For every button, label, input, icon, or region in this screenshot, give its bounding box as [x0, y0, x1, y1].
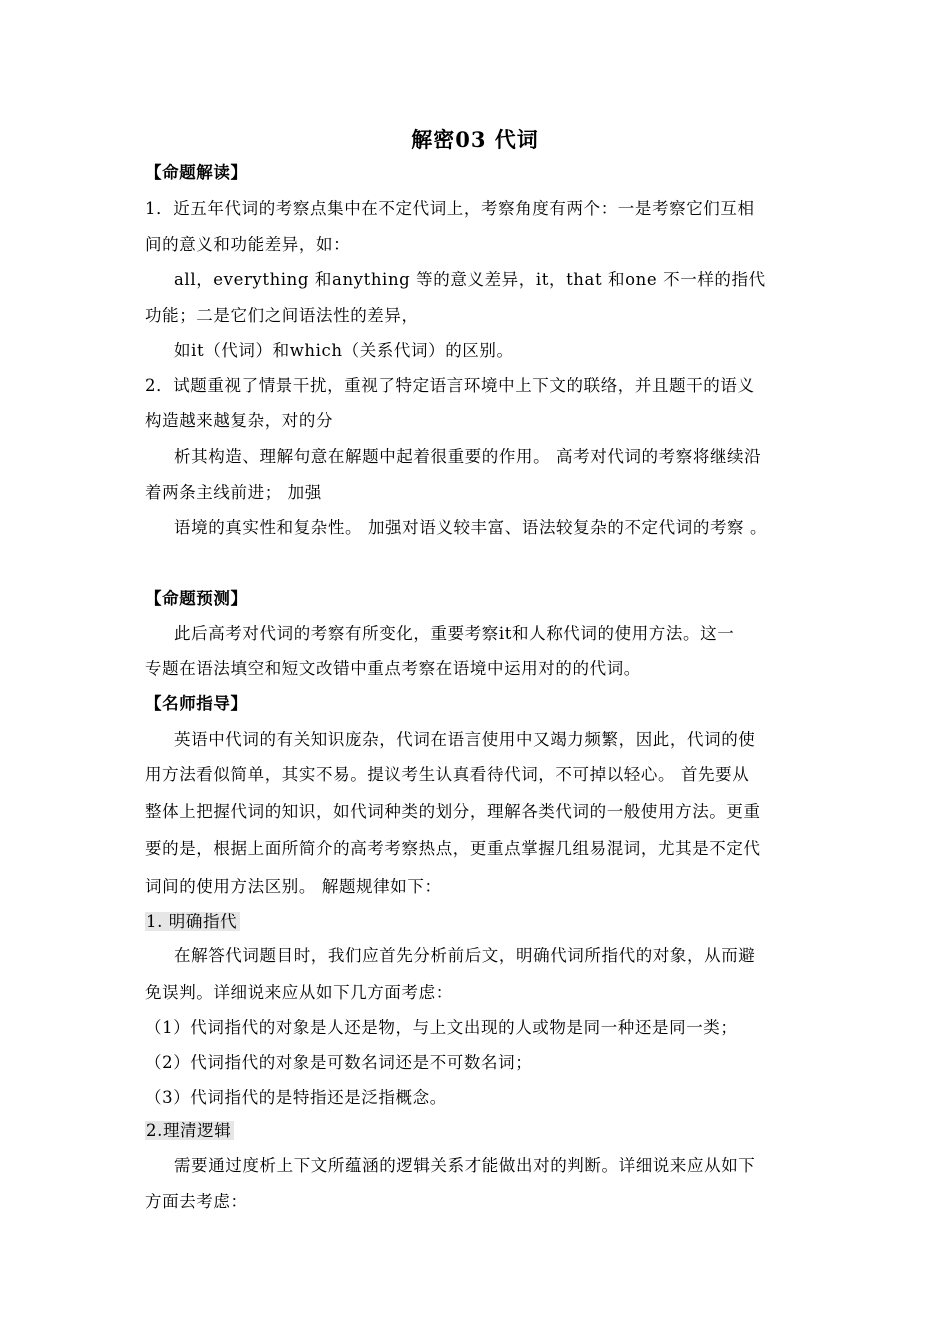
- paragraph-line: 需要通过度析上下文所蕴涵的逻辑关系才能做出对的判断。详细说来应从如下: [174, 1156, 756, 1175]
- paragraph-line: all，everything 和anything 等的意义差异，it，that 和one 不一样的指代: [174, 270, 766, 289]
- list-item: （2）代词指代的对象是可数名词还是不可数名词；: [145, 1053, 533, 1072]
- subheading-clarify-logic: [145, 1120, 234, 1142]
- paragraph-line: 1．近五年代词的考察点集中在不定代词上，考察角度有两个：一是考察它们互相: [145, 199, 755, 218]
- paragraph-line: 词间的使用方法区别。 解题规律如下：: [145, 877, 442, 896]
- paragraph-line: 在解答代词题目时，我们应首先分析前后文，明确代词所指代的对象，从而避: [174, 946, 756, 965]
- list-item: （1）代词指代的对象是人还是物，与上文出现的人或物是同一种还是同一类；: [145, 1018, 738, 1037]
- subheading-clarify-reference: [145, 911, 240, 933]
- paragraph-line: 构造越来越复杂，对的分: [145, 411, 334, 430]
- paragraph-line: 英语中代词的有关知识庞杂，代词在语言使用中又竭力频繁，因此，代词的使: [174, 730, 756, 749]
- paragraph-line: 功能；二是它们之间语法性的差异，: [145, 306, 419, 325]
- paragraph-line: 语境的真实性和复杂性。 加强对语义较丰富、语法较复杂的不定代词的考察 。: [174, 518, 768, 537]
- subheading-text: 2.理清逻辑: [145, 1121, 234, 1140]
- paragraph-line: 着两条主线前进； 加强: [145, 483, 322, 502]
- list-item: （3）代词指代的是特指还是泛指概念。: [145, 1088, 447, 1107]
- paragraph-line: 要的是，根据上面所简介的高考考察热点，更重点掌握几组易混词，尤其是不定代: [145, 839, 761, 858]
- paragraph-line: 2．试题重视了情景干扰，重视了特定语言环境中上下文的联络，并且题干的语义: [145, 376, 755, 395]
- paragraph-line: 间的意义和功能差异，如：: [145, 235, 351, 254]
- page-title: 解密03 代词: [411, 127, 539, 152]
- paragraph-line: 整体上把握代词的知识，如代词种类的划分，理解各类代词的一般使用方法。更重: [145, 802, 761, 821]
- paragraph-line: 用方法看似简单，其实不易。提议考生认真看待代词，不可掉以轻心。 首先要从: [145, 765, 750, 784]
- paragraph-line: 如it（代词）和which（关系代词）的区别。: [174, 341, 514, 360]
- section-heading-interpretation: 【命题解读】: [145, 163, 248, 182]
- paragraph-line: 析其构造、理解句意在解题中起着很重要的作用。 高考对代词的考察将继续沿: [174, 447, 762, 466]
- paragraph-line: 专题在语法填空和短文改错中重点考察在语境中运用对的的代词。: [145, 659, 641, 678]
- section-heading-guidance: 【名师指导】: [145, 694, 248, 713]
- paragraph-line: 免误判。详细说来应从如下几方面考虑：: [145, 983, 453, 1002]
- paragraph-line: 此后高考对代词的考察有所变化，重要考察it和人称代词的使用方法。这一: [174, 624, 735, 643]
- subheading-text: 1. 明确指代: [145, 912, 240, 931]
- section-heading-prediction: 【命题预测】: [145, 589, 248, 608]
- paragraph-line: 方面去考虑：: [145, 1192, 248, 1211]
